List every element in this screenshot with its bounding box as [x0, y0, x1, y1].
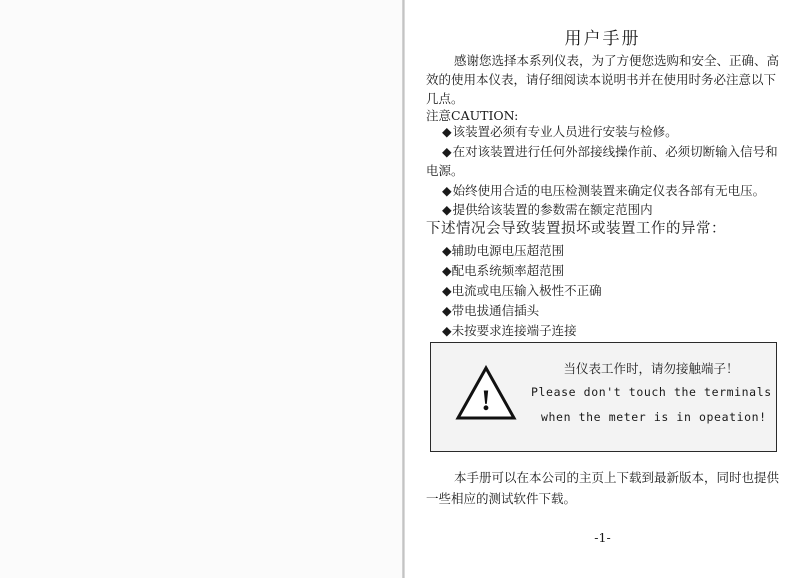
- diamond-bullet-icon: ◆: [442, 143, 452, 159]
- warning-text-english-line2: when the meter is in opeation!: [541, 410, 767, 424]
- caution-item: ◆提供给该装置的参数需在额定范围内: [442, 202, 653, 217]
- abnormal-item: ◆辅助电源电压超范围: [442, 243, 565, 258]
- abnormal-item: ◆带电拔通信插头: [442, 303, 540, 318]
- diamond-bullet-icon: ◆: [442, 243, 452, 258]
- abnormal-section-heading: 下述情况会导致装置损坏或装置工作的异常：: [426, 221, 726, 237]
- warning-text-chinese: 当仪表工作时，请勿接触端子！: [563, 361, 739, 376]
- diamond-bullet-icon: ◆: [442, 263, 452, 278]
- intro-paragraph: 感谢您选择本系列仪表，为了方便您选购和安全、正确、高效的使用本仪表，请仔细阅读本说明书并在使用时务必注意以下几点。: [426, 53, 780, 106]
- caution-label: 注意CAUTION:: [426, 108, 519, 123]
- diamond-bullet-icon: ◆: [442, 202, 452, 217]
- page-number: -1-: [594, 530, 611, 545]
- diamond-bullet-icon: ◆: [442, 124, 452, 139]
- warning-text-english-line1: Please don't touch the terminals: [531, 385, 772, 399]
- caution-item: ◆在对该装置进行任何外部接线操作前、必须切断输入信号和电源。: [426, 143, 778, 178]
- abnormal-item: ◆电流或电压输入极性不正确: [442, 283, 602, 298]
- diamond-bullet-icon: ◆: [442, 182, 452, 198]
- diamond-bullet-icon: ◆: [442, 323, 452, 338]
- warning-triangle-icon: [455, 365, 517, 421]
- diamond-bullet-icon: ◆: [442, 283, 452, 298]
- diamond-bullet-icon: ◆: [442, 303, 452, 318]
- caution-item: ◆始终使用合适的电压检测装置来确定仪表各部有无电压。: [442, 182, 766, 198]
- manual-page: [405, 0, 800, 578]
- warning-box: [430, 342, 777, 452]
- abnormal-item: ◆配电系统频率超范围: [442, 263, 565, 278]
- abnormal-item: ◆未按要求连接端子连接: [442, 323, 577, 338]
- page-title: 用户手册: [564, 29, 641, 49]
- caution-item: ◆该装置必须有专业人员进行安装与检修。: [442, 124, 678, 139]
- warning-exclamation: !: [481, 384, 491, 417]
- download-note: 本手册可以在本公司的主页上下载到最新版本，同时也提供一些相应的测试软件下载。: [426, 470, 780, 506]
- caution-list: [426, 122, 781, 220]
- abnormal-list: [442, 241, 602, 341]
